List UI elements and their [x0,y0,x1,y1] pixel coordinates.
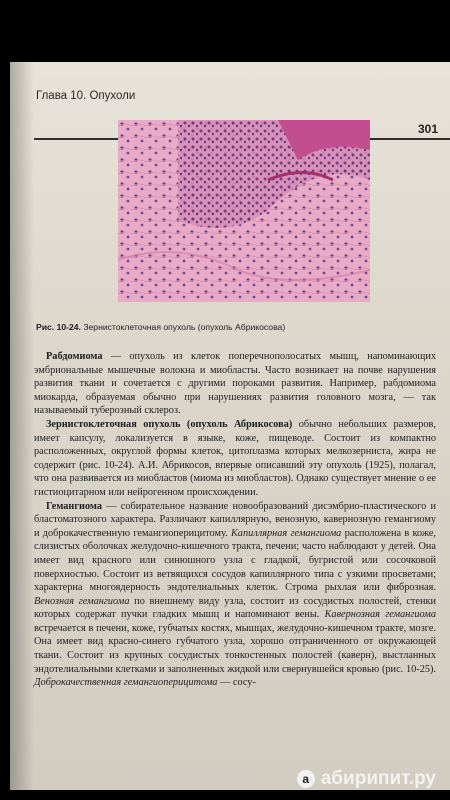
micrograph-figure [118,120,370,302]
caption-text: Зернистоклеточная опухоль (опухоль Абрикосова) [80,322,286,332]
paragraph-hemangioma [34,500,436,690]
paragraph-text: — собирательное название новообразований дисэмбрио-пластического и бластоматозного характера. Различают капиллярную, венозную, кавернозную гемангиому и доброкачественную гемангиоперицитому. [34,500,436,539]
paragraph-text: — сосу- [217,677,256,689]
paragraph-granular-cell-tumor [34,418,436,500]
term-cavernous-hemangioma: Кавернозная гемангиома [324,609,436,621]
chapter-header: Глава 10. Опухоли [36,90,136,102]
term-granular-cell-tumor: Зернистоклеточная опухоль (опухоль Абрикосова) [46,418,293,430]
micrograph-image [118,120,370,302]
term-venous-hemangioma: Венозная гемангиома [34,595,130,607]
paragraph-text: — опухоль из клеток поперечнополосатых мышц, напоминающих эмбриональные мышечные волокна и миобласты. Часто возникает на почве нарушения развития ткани и сочетается с другими пороками развития. Например, рабдомиома миокарда, образуемая обычно при нарушениях развития головного мозга, — так называемый туберозный склероз. [34,351,436,417]
a-circle-icon: а [297,770,315,788]
book-page [10,62,450,790]
figure-caption [36,322,436,332]
paragraph-text: обычно небольших размеров, имеет капсулу, локализуется в языке, коже, пищеводе. Состоит из компактно расположенных, округлой формы клеток, цитоплазма которых мелкозерниста, жира не содержит (рис. 10-24). А.И. Абрикосов, впервые описавший эту опухоль (1925), полагал, что она развивается из миобластов (миома из миобластов). Однако существует мнение о ее гистиоцитарном или нейрогенном происхождении. [34,418,436,498]
term-hemangioma: Гемангиома [46,500,103,512]
watermark-text: абирипит.ру [320,768,436,789]
paragraph-text: встречается в печени, коже, губчатых костях, мышцах, желудочно-кишечном тракте, мозге. Она имеет вид красно-синего губчатого узла, хорошо отграниченного от окружающей ткани. Состоит из крупных сосудистых тонкостенных полостей (каверн), выстланных эндотелиальными клетками и заполненных жидкой или свернувшейся кровью (рис. 10-25). [34,622,436,675]
paragraph-text: расположена в коже, слизистых оболочках желудочно-кишечного тракта, печени; часто наблюдают у детей. Она имеет вид красного или синюшного узла с гладкой, бугристой или сосочковой поверхностью. Состоит из ветвящихся сосудов капиллярного типа с узкими просветами; характерна многоядерность эндотелиальных клеток. Строма рыхлая или фиброзная. [34,527,436,594]
caption-label: Рис. 10-24. [36,322,81,332]
term-hemangiopericytoma: Доброкачественная гемангиоперицитома [34,677,218,689]
paragraph-text: по внешнему виду узла, состоит из сосудистых полостей, стенки которых содержат пучки гладких мышц и напоминают вены. [34,595,436,621]
page-gutter-shadow [10,62,34,790]
watermark [297,768,436,790]
term-capillary-hemangioma: Капиллярная гемангиома [230,527,342,539]
page-number: 301 [417,122,438,136]
term-rhabdomyoma: Рабдомиома [46,351,103,362]
paragraph-rhabdomyoma [34,350,436,418]
article-body [34,350,436,690]
